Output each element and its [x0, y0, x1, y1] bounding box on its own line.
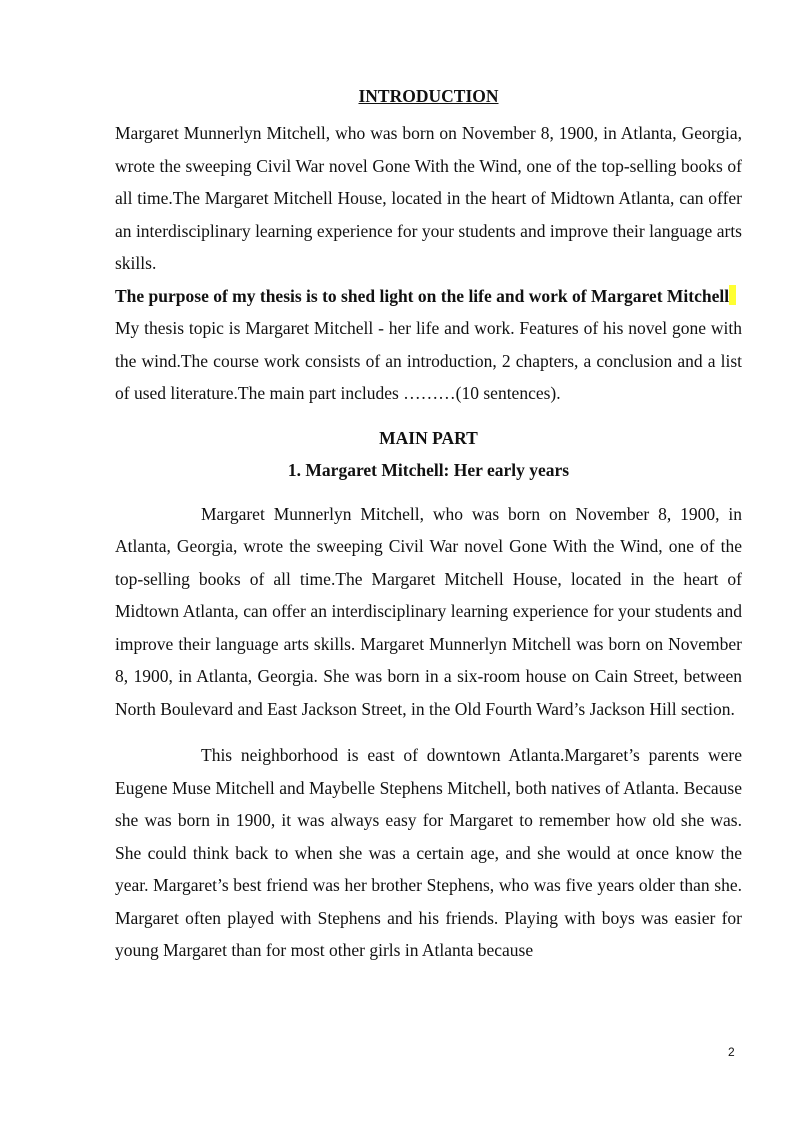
purpose-statement	[115, 280, 742, 313]
highlight-mark	[729, 285, 736, 305]
introduction-paragraph: Margaret Munnerlyn Mitchell, who was born on November 8, 1900, in Atlanta, Georgia, wrote the sweeping Civil War novel Gone With the Wind, one of the top-selling books of all time.The Margaret Mitchell House, located in the heart of Midtown Atlanta, can offer an interdisciplinary learning experience for your students and improve their language arts skills.	[115, 123, 742, 273]
page-number: 2	[728, 1045, 735, 1059]
page-content	[115, 80, 742, 967]
purpose-text: The purpose of my thesis is to shed light on the life and work of Margaret Mitchell	[115, 285, 730, 306]
thesis-paragraph: My thesis topic is Margaret Mitchell - her life and work. Features of his novel gone with the wind.The course work consists of an introduction, 2 chapters, a conclusion and a list of used literature.The main part includes ………(10 sentences).	[115, 318, 742, 403]
chapter-paragraph-2: This neighborhood is east of downtown Atlanta.Margaret’s parents were Eugene Muse Mitchell and Maybelle Stephens Mitchell, both natives of Atlanta. Because she was born in 1900, it was always easy for Margaret to remember how old she was. She could think back to when she was a certain age, and she would at once know the year. Margaret’s best friend was her brother Stephens, who was five years older than she. Margaret often played with Stephens and his friends. Playing with boys was easier for young Margaret than for most other girls in Atlanta because	[115, 745, 742, 960]
chapter-heading: 1. Margaret Mitchell: Her early years	[287, 459, 570, 480]
introduction-heading: INTRODUCTION	[358, 86, 499, 106]
chapter-paragraph-1: Margaret Munnerlyn Mitchell, who was born on November 8, 1900, in Atlanta, Georgia, wrote the sweeping Civil War novel Gone With the Wind, one of the top-selling books of all time.The Margaret Mitchell House, located in the heart of Midtown Atlanta, can offer an interdisciplinary learning experience for your students and improve their language arts skills. Margaret Munnerlyn Mitchell was born on November 8, 1900, in Atlanta, Georgia. She was born in a six-room house on Cain Street, between North Boulevard and East Jackson Street, in the Old Fourth Ward’s Jackson Hill section.	[115, 503, 742, 719]
main-part-heading: MAIN PART	[379, 427, 478, 448]
